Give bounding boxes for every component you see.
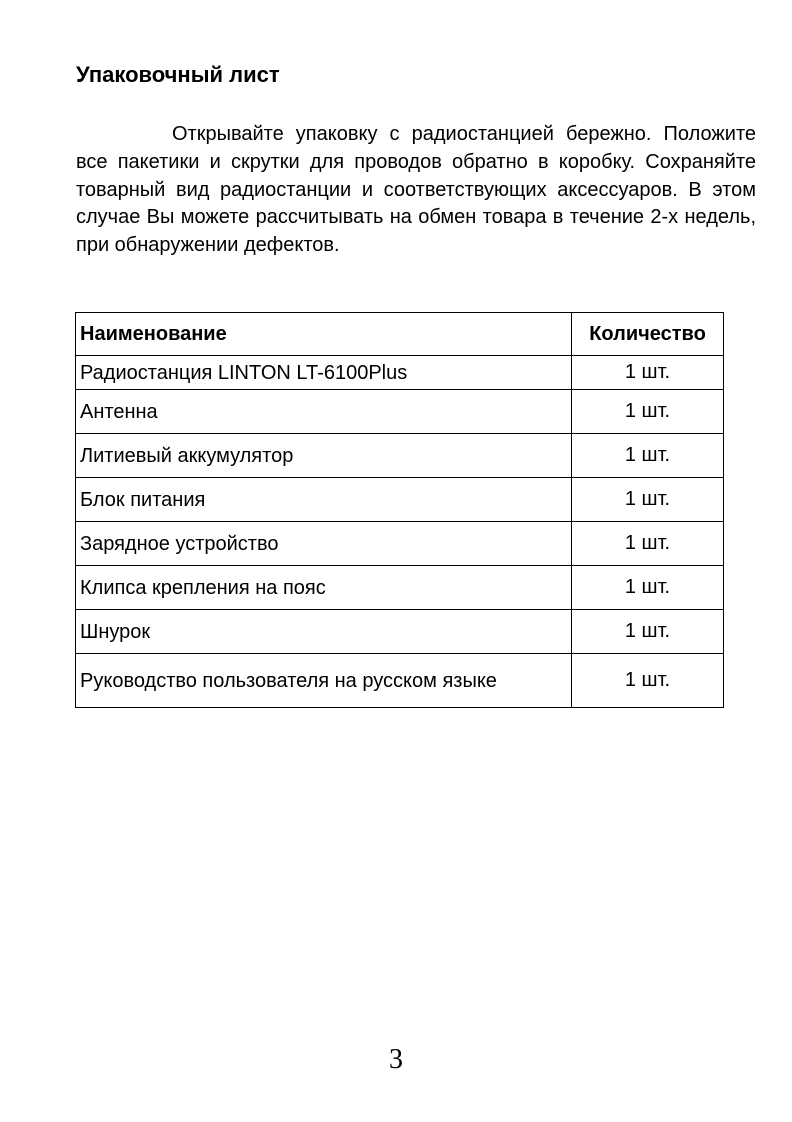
item-quantity: 1 шт. <box>572 654 724 708</box>
item-quantity: 1 шт. <box>572 434 724 478</box>
table-row <box>76 610 724 654</box>
table-row <box>76 522 724 566</box>
table-row <box>76 654 724 708</box>
item-quantity: 1 шт. <box>572 522 724 566</box>
page-number: 3 <box>389 1044 403 1075</box>
item-name: Блок питания <box>76 478 572 522</box>
page-title: Упаковочный лист <box>76 62 280 87</box>
item-name: Клипса крепления на пояс <box>76 566 572 610</box>
item-quantity: 1 шт. <box>572 356 724 390</box>
item-name: Антенна <box>76 390 572 434</box>
table-row <box>76 566 724 610</box>
table-row <box>76 434 724 478</box>
item-quantity: 1 шт. <box>572 610 724 654</box>
packing-list-table <box>75 312 724 708</box>
table-header-row <box>76 313 724 356</box>
item-quantity: 1 шт. <box>572 478 724 522</box>
item-name: Радиостанция LINTON LT-6100Plus <box>76 356 572 390</box>
item-name: Шнурок <box>76 610 572 654</box>
table-row <box>76 390 724 434</box>
item-name: Литиевый аккумулятор <box>76 434 572 478</box>
intro-paragraph: Открывайте упаковку с радиостанцией бережно. Положите все пакетики и скрутки для проводов обратно в коробку. Сохраняйте товарный вид радиостанции и соответствующих аксессуаров. В этом случае Вы можете рассчитывать на обмен товара в течение 2-х недель, при обнаружении дефектов. <box>76 123 756 257</box>
table-row <box>76 356 724 390</box>
item-quantity: 1 шт. <box>572 390 724 434</box>
table-row <box>76 478 724 522</box>
item-quantity: 1 шт. <box>572 566 724 610</box>
item-name: Зарядное устройство <box>76 522 572 566</box>
header-quantity: Количество <box>572 313 724 356</box>
item-name: Руководство пользователя на русском языке <box>76 654 572 708</box>
header-name: Наименование <box>76 313 572 356</box>
